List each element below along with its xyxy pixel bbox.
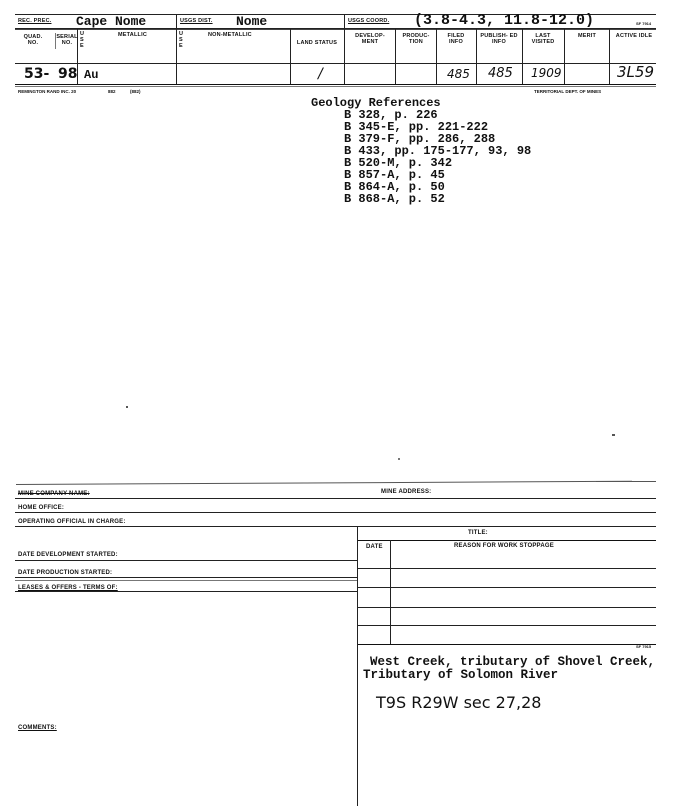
form-number: SF 7914	[636, 21, 652, 26]
location-line-1: West Creek, tributary of Shovel Creek,	[370, 655, 656, 669]
col-metallic: METALLIC	[118, 32, 147, 38]
geology-ref: B 433, pp. 175-177, 93, 98	[344, 144, 532, 158]
geology-ref: B 520-M, p. 342	[344, 156, 453, 170]
speck	[612, 434, 615, 436]
row-metallic: Au	[84, 68, 99, 82]
speck	[398, 458, 400, 460]
row-quad: 53-	[24, 66, 50, 82]
col-active-idle: ACTIVE IDLE	[615, 33, 653, 39]
geology-ref: B 868-A, p. 52	[344, 192, 445, 206]
geology-ref: B 864-A, p. 50	[344, 180, 445, 194]
row-last-visited: 1909	[531, 66, 562, 80]
territorial-dept: TERRITORIAL DEPT. OF MINES	[534, 89, 602, 94]
usgs-coord-label: USGS COORD.	[348, 18, 390, 24]
geology-ref: B 345-E, pp. 221-222	[344, 120, 489, 134]
col-filed-info: FILED INFO	[447, 33, 465, 45]
col-use: U S E	[80, 31, 85, 49]
col-non-metallic: NON-METALLIC	[208, 32, 252, 38]
rec-prec-value: Cape Nome	[76, 14, 147, 29]
row-published-info: 485	[488, 66, 513, 81]
col-quad-no: QUAD. NO.	[23, 34, 43, 46]
col-last-visited: LAST VISITED	[531, 33, 555, 45]
date-development-label: DATE DEVELOPMENT STARTED:	[18, 552, 118, 558]
col-production: PRODUC- TION	[402, 33, 430, 45]
title-label: TITLE:	[468, 530, 488, 536]
col-development: DEVELOP- MENT	[355, 33, 385, 45]
row-filed-info: 485	[447, 67, 470, 81]
geology-title: Geology References	[311, 96, 441, 110]
date-production-label: DATE PRODUCTION STARTED:	[18, 570, 113, 576]
col-merit: MERIT	[577, 33, 597, 39]
operating-official-label: OPERATING OFFICIAL IN CHARGE:	[18, 519, 126, 525]
geology-ref: B 857-A, p. 45	[344, 168, 445, 182]
geology-ref: B 328, p. 226	[344, 108, 438, 122]
col-land-status: LAND STATUS	[296, 40, 338, 46]
usgs-dist-value: Nome	[236, 14, 268, 29]
comments-label: COMMENTS:	[18, 725, 57, 731]
geology-ref-list	[344, 109, 531, 205]
row-land-status: /	[318, 66, 323, 82]
form-number-2: SF 7915	[636, 644, 652, 649]
mine-company-name-label: MINE COMPANY NAME:	[18, 491, 90, 497]
reason-column-label: REASON FOR WORK STOPPAGE	[454, 543, 554, 549]
township-range-section: T9S R29W sec 27,28	[376, 693, 542, 712]
leases-label: LEASES & OFFERS - TERMS OF:	[18, 585, 118, 591]
speck	[126, 406, 128, 408]
col-use-2: U S E	[179, 31, 184, 49]
code-882: 882	[108, 89, 116, 94]
row-serial: 98	[58, 66, 78, 82]
usgs-dist-label: USGS DIST.	[180, 18, 213, 24]
date-column-label: DATE	[366, 544, 383, 550]
rec-prec-label: REC. PREC.	[18, 18, 52, 24]
col-published-info: PUBLISH- ED INFO	[480, 33, 518, 45]
col-serial-no: SERIAL NO.	[56, 34, 78, 46]
row-active-idle: 3L59	[617, 63, 654, 81]
code-882-paren: (882)	[130, 89, 141, 94]
home-office-label: HOME OFFICE:	[18, 505, 65, 511]
mine-address-label: MINE ADDRESS:	[381, 489, 432, 495]
printer-mark: REMINGTON RAND INC. 20	[18, 89, 77, 94]
location-line-2: Tributary of Solomon River	[363, 668, 559, 682]
usgs-coord-value: (3.8-4.3, 11.8-12.0)	[414, 12, 595, 29]
geology-ref: B 379-F, pp. 286, 288	[344, 132, 496, 146]
